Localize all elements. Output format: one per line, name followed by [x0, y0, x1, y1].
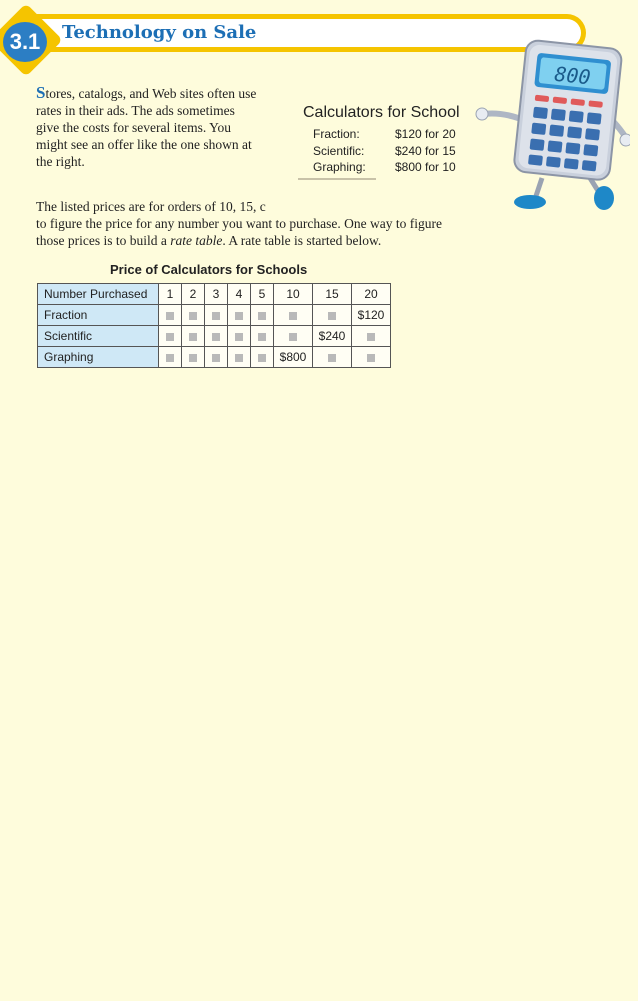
- value-cell: $800: [274, 347, 313, 368]
- intro-text: tores, catalogs, and Web sites often use rates in their ads. The ads sometimes give the costs for several items. You might see an offer like the one shown at the right.: [36, 86, 257, 169]
- blank-cell: [228, 347, 251, 368]
- blank-cell: [313, 305, 352, 326]
- header-label: Number Purchased: [38, 284, 159, 305]
- blank-cell: [251, 326, 274, 347]
- offer-item: [313, 143, 456, 160]
- table-row: [38, 326, 391, 347]
- row-label: Scientific: [38, 326, 159, 347]
- rate-table-term: rate table: [170, 233, 223, 248]
- column-header: 15: [313, 284, 352, 305]
- blank-cell: [352, 347, 391, 368]
- body-paragraph: [36, 198, 476, 249]
- blank-cell: [159, 347, 182, 368]
- body-text: those prices is to build a: [36, 233, 171, 248]
- offer-item-price: $800 for 10: [395, 160, 456, 174]
- blank-cell: [205, 305, 228, 326]
- table-row: [38, 305, 391, 326]
- blank-cell: [352, 326, 391, 347]
- blank-cell: [313, 347, 352, 368]
- drop-cap: S: [36, 83, 46, 102]
- offer-item-price: $240 for 15: [395, 143, 456, 158]
- offer-title: Calculators for School: [303, 104, 460, 121]
- offer-item: [313, 126, 456, 143]
- blank-cell: [228, 305, 251, 326]
- offer-item-name: Scientific:: [313, 143, 365, 158]
- blank-cell: [228, 326, 251, 347]
- offer-item-price: $120 for 20: [395, 127, 456, 141]
- calculator-mascot-icon: [470, 38, 630, 213]
- blank-cell: [205, 347, 228, 368]
- body-text: . A rate table is started below.: [222, 233, 382, 248]
- table-title: Price of Calculators for Schools: [110, 262, 308, 277]
- value-cell: $240: [313, 326, 352, 347]
- body-line: [36, 232, 476, 249]
- column-header: 20: [352, 284, 391, 305]
- column-header: 3: [205, 284, 228, 305]
- intro-paragraph: [36, 84, 258, 170]
- row-label: Fraction: [38, 305, 159, 326]
- blank-cell: [182, 326, 205, 347]
- value-cell: $120: [352, 305, 391, 326]
- blank-cell: [182, 305, 205, 326]
- offer-item-name: Fraction:: [313, 127, 360, 141]
- body-line: The listed prices are for orders of 10, 15, c: [36, 199, 266, 214]
- table-row: [38, 347, 391, 368]
- table-header-row: [38, 284, 391, 305]
- calculator-display: 800: [553, 61, 592, 90]
- offer-item: [313, 159, 456, 176]
- blank-cell: [251, 347, 274, 368]
- offer-divider: [298, 178, 376, 180]
- blank-cell: [274, 326, 313, 347]
- column-header: 1: [159, 284, 182, 305]
- offer-item-name: Graphing:: [313, 160, 366, 174]
- column-header: 5: [251, 284, 274, 305]
- blank-cell: [159, 326, 182, 347]
- blank-cell: [205, 326, 228, 347]
- blank-cell: [274, 305, 313, 326]
- lesson-title: Technology on Sale: [62, 22, 257, 43]
- column-header: 2: [182, 284, 205, 305]
- blank-cell: [182, 347, 205, 368]
- blank-cell: [159, 305, 182, 326]
- lesson-number: 3.1: [3, 22, 47, 62]
- row-label: Graphing: [38, 347, 159, 368]
- column-header: 4: [228, 284, 251, 305]
- offer-list: [313, 126, 456, 176]
- column-header: 10: [274, 284, 313, 305]
- body-line: to figure the price for any number you want to purchase. One way to figure: [36, 216, 442, 231]
- rate-table: [37, 283, 391, 368]
- blank-cell: [251, 305, 274, 326]
